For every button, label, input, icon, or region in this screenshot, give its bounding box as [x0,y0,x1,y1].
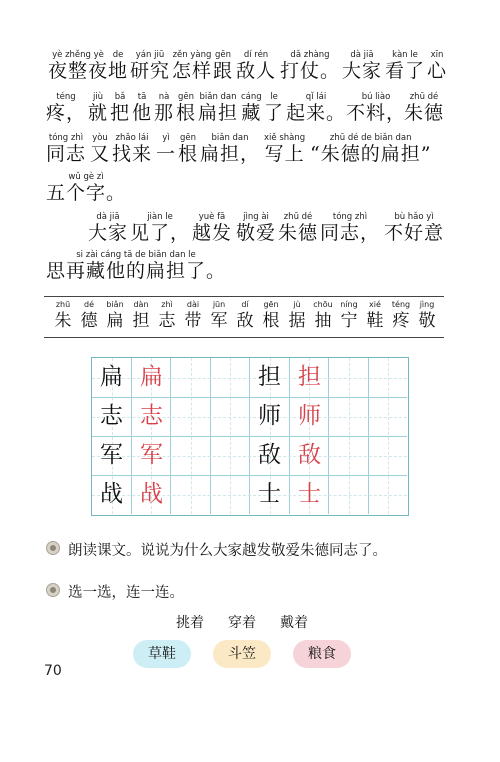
vocab-item: zhū 朱 [54,300,72,331]
match-noun-bubble: 粮食 [293,640,351,668]
word: cáng 藏 [241,92,262,124]
word: yè zhěng yè 夜整夜 [48,50,109,82]
word: qǐ lái 起来。 [286,92,347,124]
word: zhǎo lái 找来 [112,133,153,165]
match-verb: 挑着 [176,615,204,631]
word: yòu 又 [90,133,111,165]
vocab-item: gēn 根 [262,300,280,331]
vocab-item: biǎn 扁 [106,300,124,331]
word: tóng zhì 同志 [46,133,87,165]
word: téng 疼， [46,92,87,124]
word: jiàn le 见了， [130,212,191,244]
writing-grid [91,357,409,516]
model-char: 战 [100,481,123,507]
model-char: 敌 [258,442,281,468]
word: zhū dé de biǎn dan “朱德的扁担” [310,133,432,165]
word: bǎ 把 [110,92,131,124]
word: zhū dé 朱德 [404,92,445,124]
word: yán jiū 研究 [130,50,171,82]
word: jiù 就 [88,92,109,124]
word: bù hǎo yì 不好意 [384,212,445,244]
exercise-icon [46,583,60,597]
vocab-bottom-rule [44,337,444,338]
word: biǎn dan 扁担， [200,133,261,165]
exercise-icon [46,541,60,555]
trace-char: 士 [298,481,321,507]
word: wǔ gè zì 五个字。 [46,172,127,204]
word: xiě shàng 写上 [264,133,306,165]
trace-char: 志 [140,403,163,429]
vocab-item: jù 据 [288,300,306,331]
word: bú liào 不料， [346,92,407,124]
trace-char: 扁 [140,364,163,390]
vocab-item: zhì 志 [158,300,176,331]
match-verb: 戴着 [280,615,308,631]
word: tā 他 [132,92,153,124]
word: gēn 根 [176,92,197,124]
vocab-item: níng 宁 [340,300,358,331]
word: nà 那 [154,92,175,124]
exercise-1-text: 朗读课文。说说为什么大家越发敬爱朱德同志了。 [68,543,387,559]
trace-char: 师 [298,403,321,429]
word: gēn 根 [178,133,199,165]
word: zěn yàng 怎样 [172,50,213,82]
word: dà jiā 大家 [88,212,129,244]
trace-char: 军 [140,442,163,468]
word: zhū dé 朱德 [278,212,319,244]
word: biǎn dan 扁担 [198,92,239,124]
match-noun-bubble: 斗笠 [213,640,271,668]
vocab-item: téng 疼 [391,300,411,331]
page-number: 70 [44,663,62,679]
trace-char: 战 [140,481,163,507]
trace-char: 担 [298,364,321,390]
word: de 地 [108,50,129,82]
word: yì 一 [156,133,177,165]
model-char: 军 [100,442,123,468]
word: gēn 跟 [213,50,234,82]
word: dà jiā 大家 [342,50,383,82]
model-char: 扁 [100,364,123,390]
model-char: 士 [258,481,281,507]
vocab-item: dàn 担 [132,300,150,331]
vocab-item: jūn 军 [210,300,228,331]
word: le 了 [264,92,285,124]
word: xīn 心 [427,50,448,82]
vocab-item: dài 带 [184,300,202,331]
word: dí rén 敌人 [236,50,277,82]
model-char: 师 [258,403,281,429]
vocab-item: chōu 抽 [313,300,333,331]
vocab-item: jìng 敬 [418,300,436,331]
vocab-top-rule [44,296,444,297]
model-char: 志 [100,403,123,429]
match-verb: 穿着 [228,615,256,631]
word: dǎ zhàng 打仗。 [280,50,341,82]
match-noun-bubble: 草鞋 [133,640,191,668]
vocab-item: dé 德 [80,300,98,331]
model-char: 担 [258,364,281,390]
word: kàn le 看了 [385,50,426,82]
trace-char: 敌 [298,442,321,468]
vocab-item: xié 鞋 [366,300,384,331]
word: jìng ài 敬爱 [236,212,277,244]
vocab-item: dí 敌 [236,300,254,331]
word: tóng zhì 同志， [320,212,381,244]
word: yuè fā 越发 [192,212,233,244]
exercise-2-text: 选一选，连一连。 [68,585,184,601]
word: si zài cáng tā de biǎn dan le 思再藏他的扁担了。 [46,250,227,282]
